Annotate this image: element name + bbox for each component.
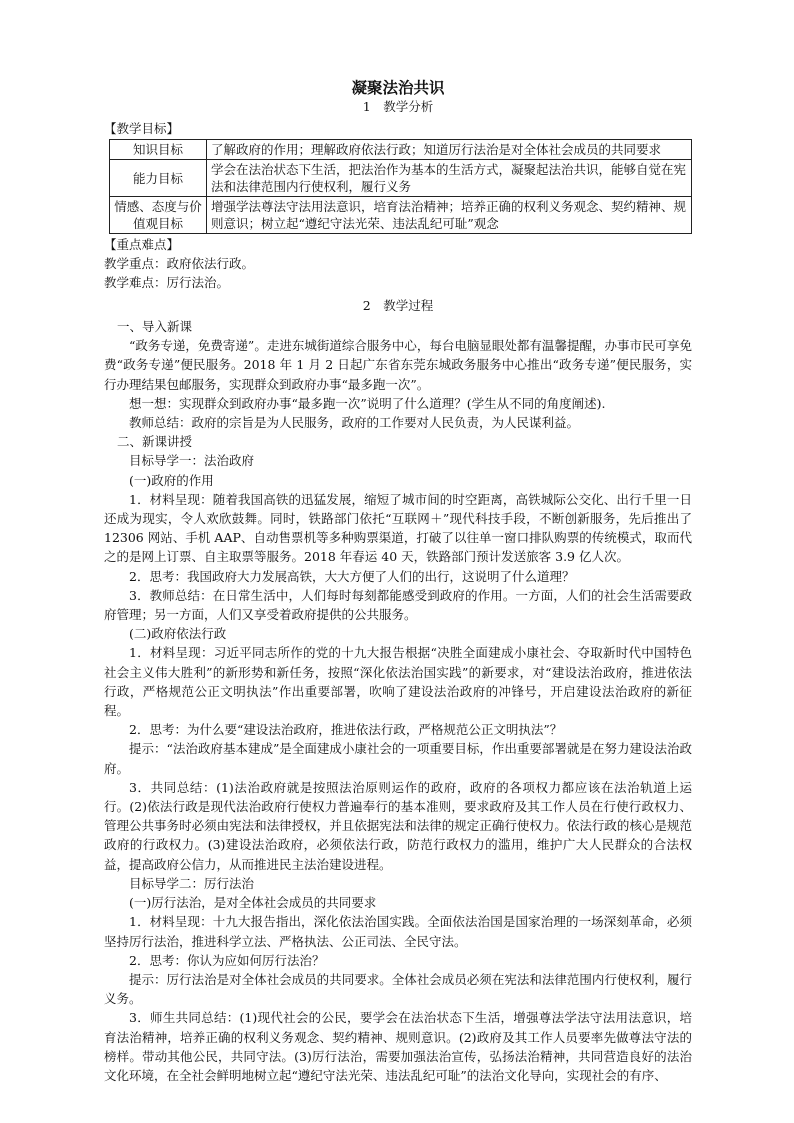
body-paragraph: 提示：厉行法治是对全体社会成员的共同要求。全体社会成员必须在宪法和法律范围内行使权利，履行义务。: [104, 971, 692, 1007]
body-paragraph: 目标导学二：厉行法治: [129, 875, 255, 891]
teaching-goals-table: [109, 139, 692, 234]
key-points-heading: 【重点难点】: [104, 237, 180, 252]
body-paragraph: “政务专递，免费寄递”。走进东城街道综合服务中心，每台电脑显眼处都有温馨提醒，办事市民可享免费“政务专递”便民服务。2018 年 1 月 2 日起广东省东莞东城政务服务中心推出“政务专递”便民服务，实行办理结果包邮服务，实现群众到政府办事“最多跑一次”。: [104, 338, 692, 392]
body-paragraph: 二、新课讲授: [117, 434, 193, 450]
body-paragraph: 1．材料呈现：随着我国高铁的迅猛发展，缩短了城市间的时空距离，高铁城际公交化、出行千里一日还成为现实，令人欢欣鼓舞。同时，铁路部门依托“互联网＋”现代科技手段，不断创新服务，先后推出了 12306 网站、手机 AAP、自动售票机等多种购票渠道，打破了以往单一窗口排队购票的传统模式，取而代之的是网上订票、自主取票等服务。2018 年春运 40 天，铁路部门预计发送旅客 3.9 亿人次。: [104, 491, 692, 565]
body-paragraph: 想一想：实现群众到政府办事“最多跑一次”说明了什么道理？(学生从不同的角度阐述).: [129, 395, 606, 411]
body-paragraph: 3．共同总结：(1)法治政府就是按照法治原则运作的政府，政府的各项权力都应该在法治轨道上运行。(2)依法行政是现代法治政府行使权力普遍奉行的基本准则，要求政府及其工作人员在行使行政权力、管理公共事务时必须由宪法和法律授权，并且依据宪法和法律的规定正确行使权力。依法行政的核心是规范政府的行政权力。(3)建设法治政府，必须依法行政，防范行政权力的滥用，维护广大人民群众的合法权益，提高政府公信力，从而推进民主法治建设进程。: [104, 779, 692, 872]
body-paragraph: 3．师生共同总结：(1)现代社会的公民，要学会在法治状态下生活，增强尊法学法守法用法意识，培育法治精神，培养正确的权利义务观念、契约精神、规则意识。(2)政府及其工作人员要率先做尊法守法的榜样。带动其他公民，共同守法。(3)厉行法治，需要加强法治宣传，弘扬法治精神，共同营造良好的法治文化环境，在全社会鲜明地树立起“遵纪守法光荣、违法乱纪可耻”的法治文化导向，实现社会的有序、: [104, 1010, 692, 1083]
table-row: [110, 160, 692, 197]
goal-label: 情感、态度与价值观目标: [110, 197, 207, 234]
section-heading-analysis: 1 教学分析: [362, 99, 434, 114]
document-page: [104, 78, 692, 1085]
table-row: [110, 140, 692, 160]
body-paragraph: (一)政府的作用: [129, 472, 214, 488]
body-paragraph: 教师总结：政府的宗旨是为人民服务，政府的工作要对人民负责，为人民谋利益。: [129, 415, 580, 431]
body-paragraph: 2．思考：为什么要“建设法治政府，推进依法行政，严格规范公正文明执法”？: [129, 722, 563, 738]
body-paragraph: 2．思考：我国政府大力发展高铁，大大方便了人们的出行，这说明了什么道理？: [129, 568, 575, 584]
body-paragraph: 1．材料呈现：十九大报告指出，深化依法治国实践。全面依法治国是国家治理的一场深刻革命，必须坚持厉行法治，推进科学立法、严格执法、公正司法、全民守法。: [104, 914, 692, 949]
goal-text: 学会在法治状态下生活，把法治作为基本的生活方式，凝聚起法治共识，能够自觉在宪法和法律范围内行使权利，履行义务: [207, 160, 692, 197]
body-paragraph: (二)政府依法行政: [129, 626, 227, 642]
document-title: 凝聚法治共识: [351, 79, 445, 97]
goals-heading: 【教学目标】: [104, 121, 180, 136]
body-paragraph: 3．教师总结：在日常生活中，人们每时每刻都能感受到政府的作用。一方面，人们的社会生活需要政府管理；另一方面，人们又享受着政府提供的公共服务。: [104, 587, 692, 623]
goal-text: 了解政府的作用；理解政府依法行政；知道厉行法治是对全体社会成员的共同要求: [207, 140, 692, 160]
body-paragraph: 目标导学一：法治政府: [129, 453, 255, 469]
teaching-process-body: [104, 317, 692, 1085]
difficult-point: 教学难点：厉行法治。: [104, 275, 230, 290]
section-heading-process: 2 教学过程: [362, 298, 434, 313]
goal-label: 能力目标: [110, 160, 207, 197]
body-paragraph: 一、导入新课: [117, 319, 193, 334]
body-paragraph: (一)厉行法治，是对全体社会成员的共同要求: [129, 895, 377, 911]
body-paragraph: 1．材料呈现：习近平同志所作的党的十九大报告根据“决胜全面建成小康社会、夺取新时代中国特色社会主义伟大胜利”的新形势和新任务，按照“深化依法治国实践”的新要求，对“建设法治政府，推进依法行政，严格规范公正文明执法”作出重要部署，吹响了建设法治政府的冲锋号，开启建设法治政府的新征程。: [104, 645, 692, 719]
key-point: 教学重点：政府依法行政。: [104, 256, 255, 271]
body-paragraph: 2．思考：你认为应如何厉行法治？: [129, 952, 325, 968]
goal-label: 知识目标: [110, 140, 207, 160]
body-paragraph: 提示：“法治政府基本建成”是全面建成小康社会的一项重要目标，作出重要部署就是在努力建设法治政府。: [104, 741, 692, 776]
table-row: [110, 197, 692, 234]
goal-text: 增强学法尊法守法用法意识，培育法治精神；培养正确的权利义务观念、契约精神、规则意识；树立起“遵纪守法光荣、违法乱纪可耻”观念: [207, 197, 692, 234]
